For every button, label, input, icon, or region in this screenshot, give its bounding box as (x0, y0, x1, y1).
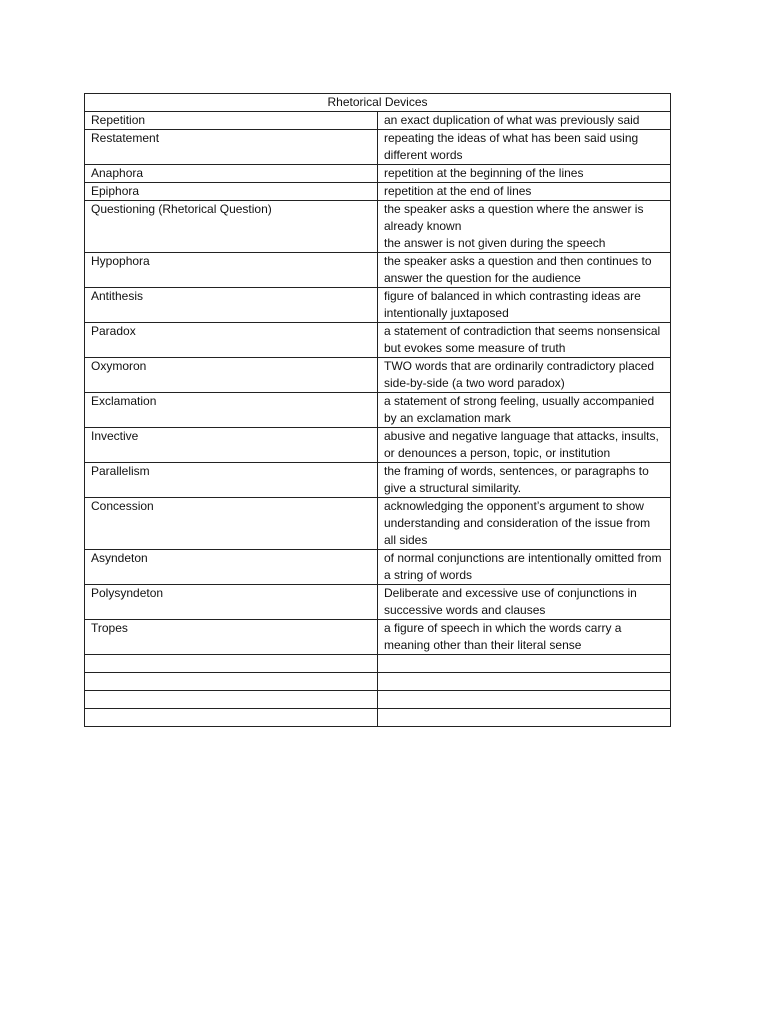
device-definition (378, 201, 671, 253)
definition-line: the speaker asks a question where the answer is already known (384, 202, 644, 233)
definition-line: Deliberate and excessive use of conjunctions in successive words and clauses (384, 586, 637, 617)
empty-cell (378, 709, 671, 727)
definition-line: of normal conjunctions are intentionally omitted from a string of words (384, 551, 662, 582)
table-body (85, 94, 671, 727)
device-term: Questioning (Rhetorical Question) (85, 201, 378, 253)
table-row (85, 358, 671, 393)
device-term: Repetition (85, 112, 378, 130)
device-term: Restatement (85, 130, 378, 165)
device-definition (378, 165, 671, 183)
definition-line: an exact duplication of what was previously said (384, 113, 640, 127)
table-row (85, 183, 671, 201)
definition-line: acknowledging the opponent’s argument to show understanding and consideration of the issue from all sides (384, 499, 651, 547)
device-definition (378, 112, 671, 130)
device-definition (378, 183, 671, 201)
device-definition (378, 585, 671, 620)
empty-cell (85, 673, 378, 691)
device-definition (378, 620, 671, 655)
table-row (85, 463, 671, 498)
empty-table-row (85, 673, 671, 691)
empty-cell (85, 691, 378, 709)
empty-cell (85, 709, 378, 727)
device-definition (378, 498, 671, 550)
table-row (85, 288, 671, 323)
definition-line: the framing of words, sentences, or paragraphs to give a structural similarity. (384, 464, 649, 495)
table-row (85, 323, 671, 358)
table-row (85, 620, 671, 655)
empty-cell (378, 673, 671, 691)
device-term: Concession (85, 498, 378, 550)
device-definition (378, 253, 671, 288)
rhetorical-devices-table (84, 93, 671, 727)
device-term: Parallelism (85, 463, 378, 498)
definition-line: a figure of speech in which the words carry a meaning other than their literal sense (384, 621, 622, 652)
definition-line: repetition at the beginning of the lines (384, 166, 584, 180)
table-row (85, 130, 671, 165)
device-term: Epiphora (85, 183, 378, 201)
device-definition (378, 358, 671, 393)
table-row (85, 585, 671, 620)
table-row (85, 253, 671, 288)
definition-line: a statement of contradiction that seems nonsensical but evokes some measure of truth (384, 324, 661, 355)
device-definition (378, 323, 671, 358)
device-definition (378, 428, 671, 463)
definition-line: repeating the ideas of what has been said using different words (384, 131, 639, 162)
device-term: Anaphora (85, 165, 378, 183)
empty-table-row (85, 691, 671, 709)
device-term: Exclamation (85, 393, 378, 428)
table-title-row (85, 94, 671, 112)
table-row (85, 498, 671, 550)
definition-line: figure of balanced in which contrasting ideas are intentionally juxtaposed (384, 289, 641, 320)
empty-table-row (85, 655, 671, 673)
device-definition (378, 130, 671, 165)
definition-line: abusive and negative language that attacks, insults, or denounces a person, topic, or institution (384, 429, 659, 460)
device-definition (378, 393, 671, 428)
device-term: Oxymoron (85, 358, 378, 393)
table-row (85, 550, 671, 585)
table-row (85, 201, 671, 253)
device-term: Antithesis (85, 288, 378, 323)
definition-line: the answer is not given during the speech (384, 236, 606, 250)
device-term: Polysyndeton (85, 585, 378, 620)
device-term: Paradox (85, 323, 378, 358)
device-term: Tropes (85, 620, 378, 655)
table-title: Rhetorical Devices (85, 94, 671, 112)
definition-line: TWO words that are ordinarily contradictory placed side-by-side (a two word paradox) (384, 359, 655, 390)
table-row (85, 393, 671, 428)
definition-line: repetition at the end of lines (384, 184, 532, 198)
device-definition (378, 288, 671, 323)
empty-table-row (85, 709, 671, 727)
table-row (85, 428, 671, 463)
empty-cell (85, 655, 378, 673)
empty-cell (378, 655, 671, 673)
device-definition (378, 550, 671, 585)
definition-line: the speaker asks a question and then continues to answer the question for the audience (384, 254, 652, 285)
definition-line: a statement of strong feeling, usually accompanied by an exclamation mark (384, 394, 655, 425)
device-definition (378, 463, 671, 498)
table-row (85, 165, 671, 183)
device-term: Asyndeton (85, 550, 378, 585)
empty-cell (378, 691, 671, 709)
device-term: Hypophora (85, 253, 378, 288)
device-term: Invective (85, 428, 378, 463)
table-row (85, 112, 671, 130)
